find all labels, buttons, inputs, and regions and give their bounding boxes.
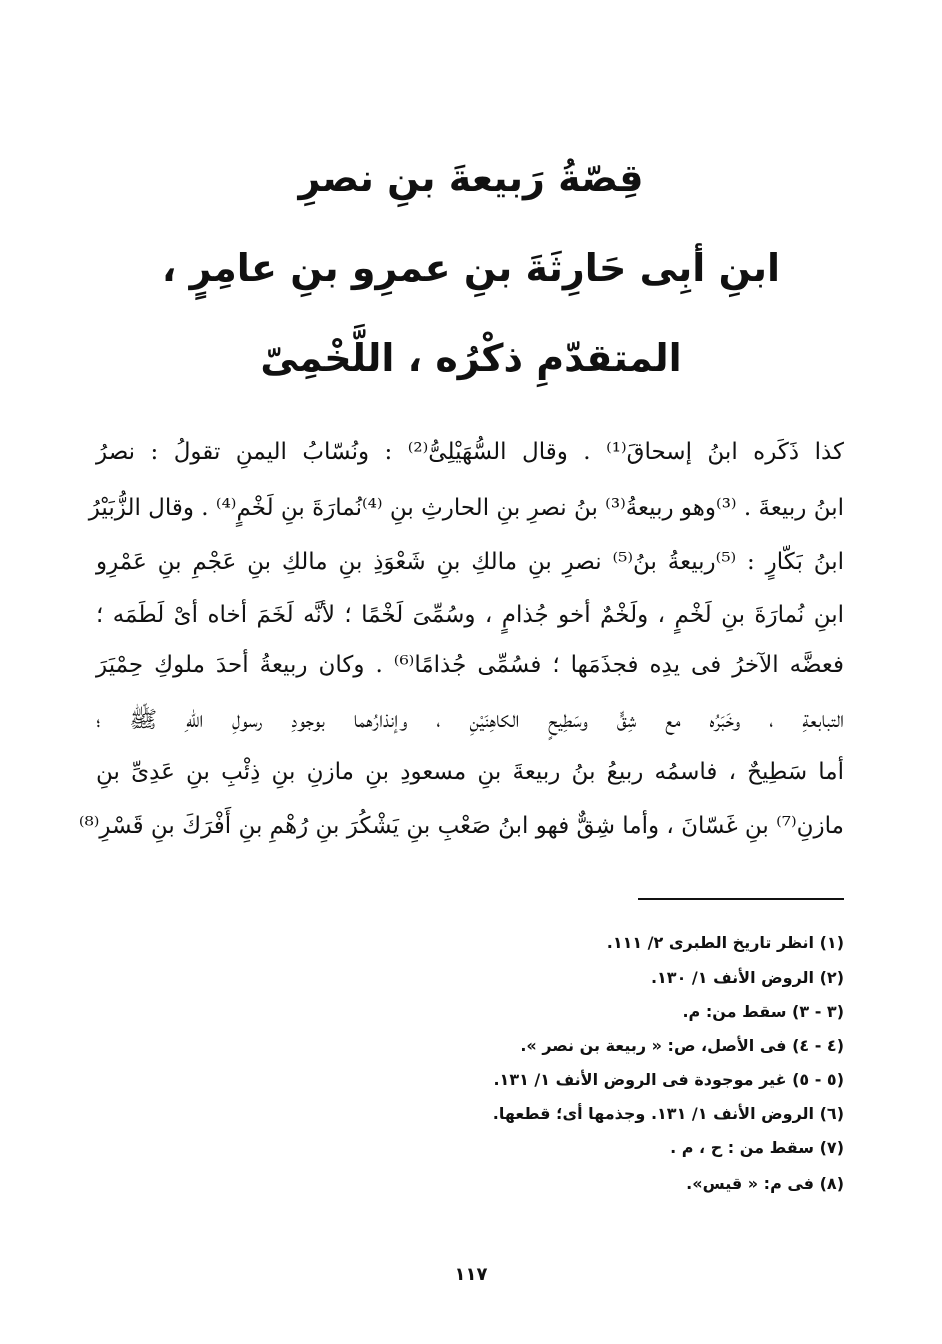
footnote: (٧) سقط من : ح ، م . bbox=[670, 1138, 844, 1157]
body-text-line: ابنُ بَكّارٍ : ⁽⁵⁾ربيعةُ بنُ⁽⁵⁾ نصرِ بنِ مالكِ بنِ شَعْوَذِ بنِ مالكِ بنِ عَجْمِ بنِ عَمْرِو bbox=[96, 549, 844, 575]
body-text-line: فعضَّه الآخرُ فى يدِه فجذَمَها ؛ فسُمِّى جُذامًا⁽⁶⁾ . وكان ربيعةُ أحدَ ملوكِ حِمْيَرَ bbox=[96, 652, 844, 678]
footnote: (٣ - ٣) سقط من: م. bbox=[682, 1002, 844, 1021]
chapter-title-line-1: قِصّةُ رَبيعةَ بنِ نصرِ bbox=[298, 156, 644, 200]
chapter-title-line-2: ابنِ أبِى حَارِثَةَ بنِ عمرِو بنِ عامِرٍ ، bbox=[161, 246, 781, 290]
body-text-line: ابنُ ربيعةَ . ⁽³⁾وهو ربيعةُ⁽³⁾ بنُ نصرِ بنِ الحارثِ بنِ ⁽⁴⁾نُمارَةَ بنِ لَخْمٍ⁽⁴⁾ . وقال الزُّبَيْرُ bbox=[88, 495, 844, 521]
body-text-line: التبابعةِ ، وخَبَرُه مع شِقٍّ وسَطِيحٍ الكاهِنَيْنِ ، وإنذارُهما بوجودِ رسولِ اللهِ ﷺ ؛ bbox=[96, 707, 844, 733]
body-text-line: ابنِ نُمارَةَ بنِ لَخْمٍ ، ولَخْمٌ أخو جُذامٍ ، وسُمِّىَ لَخْمًا ؛ لأنَّه لَخَمَ أخاه أىْ لَطَمَه ؛ bbox=[96, 602, 844, 628]
body-text-line: مازنِ⁽⁷⁾ بنِ غَسّانَ ، وأما شِقٌّ فهو ابنُ صَعْبِ بنِ يَشْكُرَ بنِ رُهْمِ بنِ أَفْرَكَ بنِ قَسْرِ⁽⁸⁾ bbox=[78, 813, 844, 839]
chapter-title-line-3: المتقدّمِ ذكْرُه ، اللَّخْمِىّ bbox=[260, 336, 682, 380]
footnote: (١) انظر تاريخ الطبرى ٢/ ١١١. bbox=[606, 933, 844, 952]
footnote: (٢) الروض الأنف ١/ ١٣٠. bbox=[650, 968, 844, 987]
footnote: (٨) فى م: « قيس». bbox=[686, 1174, 844, 1193]
page-number: ١١٧ bbox=[454, 1264, 488, 1285]
footnote-separator bbox=[638, 898, 844, 900]
body-text-line: أما سَطِيحٌ ، فاسمُه ربيعُ بنُ ربيعةَ بنِ مسعودِ بنِ مازنِ بنِ ذِئْبِ بنِ عَدِىِّ بنِ bbox=[96, 759, 844, 785]
footnote: (٦) الروض الأنف ١/ ١٣١. وجذمها أى؛ قطعها. bbox=[492, 1104, 844, 1123]
body-text-line: كذا ذَكَره ابنُ إسحاقَ⁽¹⁾ . وقال السُّهَيْلِىُّ⁽²⁾ : ونُسّابُ اليمنِ تقولُ : نصرُ bbox=[96, 439, 844, 465]
footnote: (٥ - ٥) غير موجودة فى الروض الأنف ١/ ١٣١. bbox=[493, 1070, 844, 1089]
footnote: (٤ - ٤) فى الأصل، ص: « ربيعة بن نصر ». bbox=[520, 1036, 844, 1055]
